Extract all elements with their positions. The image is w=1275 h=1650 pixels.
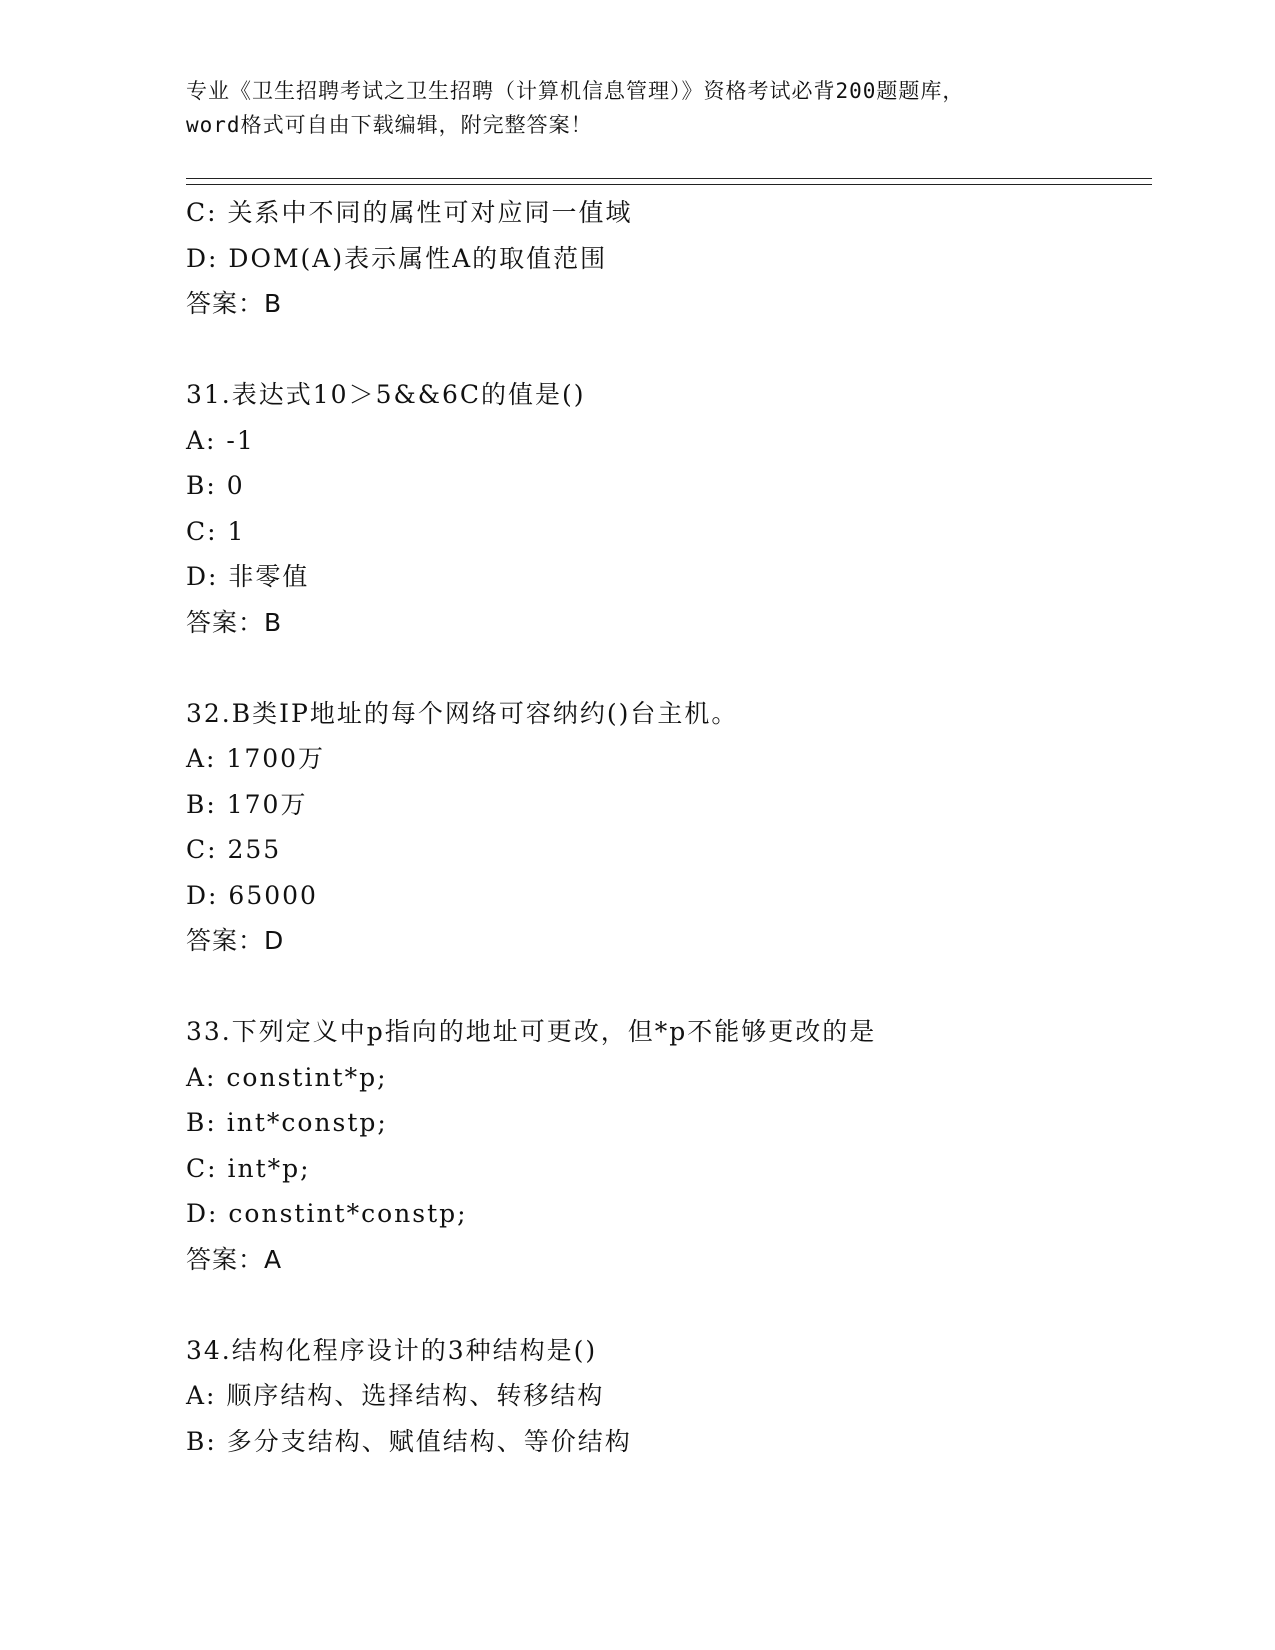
header-divider-top [186,178,1152,179]
option-c: C: 1 [186,516,246,546]
option-c: C: 255 [186,835,282,864]
option-a: A: 1700万 [186,744,326,773]
question-stem: 34.结构化程序设计的3种结构是() [186,1335,598,1365]
spacer [186,645,1166,691]
question-stem: 31.表达式10＞5&&6C的值是() [186,380,586,409]
answer-line: 答案：B [186,607,283,637]
option-b: B: 170万 [186,789,308,819]
spacer [186,964,1166,1010]
option-a: A: constint*p; [186,1062,388,1092]
question-31 [186,372,1166,645]
option-d: D: 非零值 [186,562,310,591]
option-b: B: 0 [186,471,245,500]
header-divider-bottom [186,184,1152,185]
option-d: D: constint*constp; [186,1199,468,1228]
question-stem: 32.B类IP地址的每个网络可容纳约()台主机。 [186,698,739,728]
spacer [186,327,1166,373]
answer-line: 答案：B [186,289,283,318]
question-list [186,190,1166,1464]
question-continuation [186,190,1166,327]
question-33 [186,1009,1166,1282]
option-b: B: int*constp; [186,1108,388,1137]
answer-line: 答案：A [186,1244,283,1274]
question-34 [186,1328,1166,1465]
document-header [186,74,1066,142]
option-d: D: 65000 [186,880,318,910]
header-title-line-2: word格式可自由下载编辑，附完整答案！ [186,113,593,137]
option-b: B: 多分支结构、赋值结构、等价结构 [186,1426,632,1456]
option-d: D: DOM(A)表示属性A的取值范围 [186,243,608,273]
spacer [186,1282,1166,1328]
option-c: C: int*p; [186,1153,311,1183]
option-a: A: 顺序结构、选择结构、转移结构 [186,1381,605,1410]
header-title-line-1: 专业《卫生招聘考试之卫生招聘（计算机信息管理）》资格考试必背200题题库， [186,79,965,103]
question-32 [186,691,1166,964]
question-stem: 33.下列定义中p指向的地址可更改，但*p不能够更改的是 [186,1017,877,1046]
answer-line: 答案：D [186,926,285,955]
option-c: C: 关系中不同的属性可对应同一值域 [186,198,633,227]
option-a: A: -1 [186,425,255,455]
